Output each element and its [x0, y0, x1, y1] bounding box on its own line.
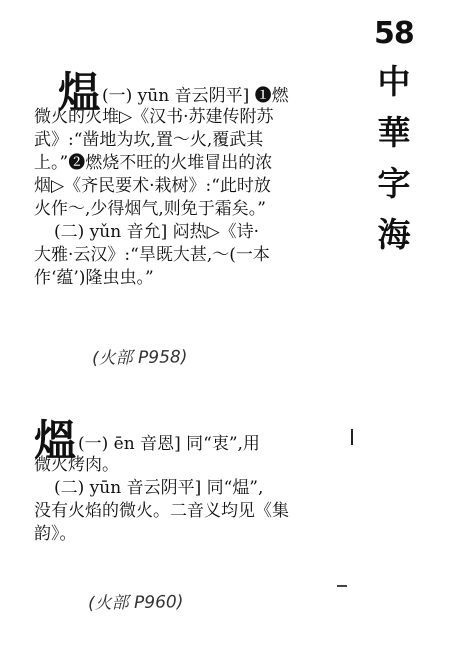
entry-line: 微火烤肉。	[34, 455, 119, 475]
entry-line: 微火的火堆▷《汉书·苏建传附苏	[34, 107, 274, 127]
entry-line: 煴 (一) yūn 音云阴平] ❶燃	[58, 68, 289, 117]
entry-line: 上。”❷燃烧不旺的火堆冒出的浓	[34, 153, 273, 173]
entry-line: 大雅·云汉》:“旱既大甚,～(一本	[34, 245, 270, 265]
handwritten-note-1: (火部 P958)	[91, 347, 188, 369]
book-title-char: 中	[377, 62, 411, 101]
entry-line: 武》:“凿地为坎,置～火,覆武其	[34, 130, 264, 150]
book-title-char: 華	[377, 113, 411, 152]
entry-line: (二) yǔn 音允] 闷热▷《诗·	[54, 222, 260, 242]
book-title-char: 海	[377, 215, 411, 254]
dictionary-entry-1	[34, 68, 356, 290]
book-title-char: 字	[377, 164, 411, 203]
entry-line: 熅 (一) ēn 音恩] 同“衷”,用	[34, 416, 260, 465]
entry-headword: 熅	[34, 416, 77, 465]
entry-line: 烟▷《齐民要术·栽树》:“此时放	[34, 176, 271, 196]
dictionary-entry-2	[34, 416, 356, 546]
entry-headword: 煴	[58, 68, 101, 117]
entry-line: (二) yūn 音云阴平] 同“煴”,	[54, 478, 264, 498]
entry-line: 没有火焰的微火。二音义均见《集	[34, 501, 289, 521]
page-number: 58	[374, 16, 414, 51]
book-title	[374, 56, 414, 260]
entry-line: 作‘蕴’)隆虫虫。”	[34, 268, 154, 288]
entry-line: 火作～,少得烟气,则免于霜矣。”	[34, 199, 266, 219]
entry-line: 韵》。	[34, 524, 77, 544]
margin-mark	[337, 585, 347, 587]
handwritten-note-2: (火部 P960)	[87, 592, 184, 614]
